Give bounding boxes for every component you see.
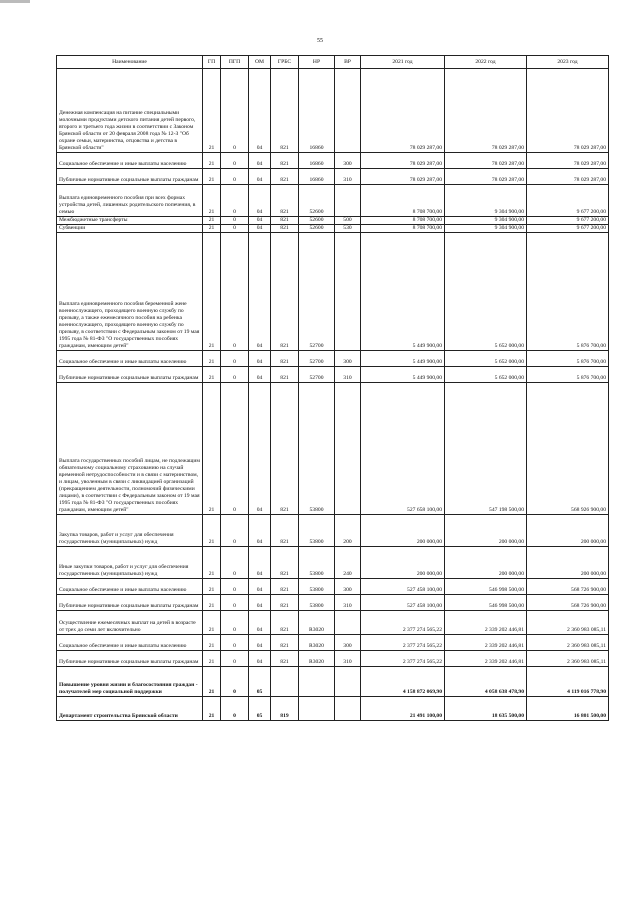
scan-edge-mark	[0, 0, 30, 3]
cell-om: 04	[249, 367, 271, 383]
cell-y2023: 568 726 900,00	[527, 595, 609, 611]
cell-y2023: 568 926 900,00	[527, 383, 609, 515]
cell-pgp: 0	[221, 611, 249, 635]
cell-nr: 52700	[299, 351, 335, 367]
table-body	[57, 69, 609, 721]
cell-name: Выплата единовременного пособия при всех формах устройства детей, лишенных родительского попечения, в семью	[57, 185, 203, 217]
header-name: Наименование	[57, 56, 203, 69]
cell-pgp: 0	[221, 547, 249, 579]
cell-y2022: 9 304 900,00	[445, 185, 527, 217]
cell-om: 04	[249, 169, 271, 185]
cell-nr: 53800	[299, 383, 335, 515]
cell-vr: 310	[335, 595, 361, 611]
cell-gp: 21	[203, 667, 221, 697]
cell-y2021: 2 377 274 565,22	[361, 611, 445, 635]
cell-pgp: 0	[221, 69, 249, 153]
cell-gp: 21	[203, 153, 221, 169]
cell-om: 04	[249, 515, 271, 547]
cell-pgp: 0	[221, 169, 249, 185]
cell-om: 05	[249, 667, 271, 697]
cell-y2022: 4 058 638 478,90	[445, 667, 527, 697]
cell-y2022: 5 652 000,00	[445, 367, 527, 383]
table-row	[57, 351, 609, 367]
cell-y2021: 78 029 287,00	[361, 169, 445, 185]
cell-y2023: 5 876 700,00	[527, 367, 609, 383]
cell-nr: 52600	[299, 217, 335, 225]
cell-vr: 310	[335, 169, 361, 185]
table-row	[57, 595, 609, 611]
cell-grbs: 821	[271, 611, 299, 635]
cell-pgp: 0	[221, 635, 249, 651]
cell-grbs: 821	[271, 579, 299, 595]
cell-nr: 53800	[299, 515, 335, 547]
cell-pgp: 0	[221, 515, 249, 547]
cell-name: Социальное обеспечение и иные выплаты населению	[57, 351, 203, 367]
cell-grbs: 821	[271, 217, 299, 225]
header-vr: ВР	[335, 56, 361, 69]
cell-om: 04	[249, 185, 271, 217]
cell-y2022: 9 304 900,00	[445, 217, 527, 225]
cell-grbs: 821	[271, 225, 299, 233]
cell-nr: 52700	[299, 233, 335, 351]
cell-y2023: 5 876 700,00	[527, 351, 609, 367]
cell-name: Социальное обеспечение и иные выплаты населению	[57, 635, 203, 651]
cell-grbs: 821	[271, 153, 299, 169]
cell-pgp: 0	[221, 595, 249, 611]
cell-y2023: 200 000,00	[527, 515, 609, 547]
cell-om: 05	[249, 697, 271, 721]
cell-y2022: 2 339 202 446,81	[445, 635, 527, 651]
cell-y2022: 78 029 287,00	[445, 169, 527, 185]
cell-gp: 21	[203, 579, 221, 595]
cell-y2022: 200 000,00	[445, 547, 527, 579]
cell-name: Социальное обеспечение и иные выплаты населению	[57, 153, 203, 169]
cell-grbs	[271, 667, 299, 697]
cell-om: 04	[249, 651, 271, 667]
header-2021: 2021 год	[361, 56, 445, 69]
cell-y2022: 9 304 900,00	[445, 225, 527, 233]
cell-name: Повышение уровня жизни и благосостояния граждан - получателей мер социальной поддержки	[57, 667, 203, 697]
cell-y2021: 4 158 872 069,90	[361, 667, 445, 697]
cell-y2021: 5 449 900,00	[361, 367, 445, 383]
cell-vr	[335, 383, 361, 515]
cell-nr: 53800	[299, 579, 335, 595]
cell-gp: 21	[203, 595, 221, 611]
cell-nr	[299, 697, 335, 721]
cell-y2021: 527 458 100,00	[361, 579, 445, 595]
cell-grbs: 821	[271, 547, 299, 579]
cell-y2021: 527 658 100,00	[361, 383, 445, 515]
table-row	[57, 697, 609, 721]
cell-pgp: 0	[221, 651, 249, 667]
cell-pgp: 0	[221, 383, 249, 515]
table-row	[57, 579, 609, 595]
cell-gp: 21	[203, 611, 221, 635]
cell-gp: 21	[203, 217, 221, 225]
cell-y2022: 546 998 500,00	[445, 579, 527, 595]
cell-gp: 21	[203, 169, 221, 185]
cell-nr: R3020	[299, 651, 335, 667]
cell-grbs: 821	[271, 635, 299, 651]
cell-nr: 53800	[299, 595, 335, 611]
cell-y2021: 527 458 100,00	[361, 595, 445, 611]
cell-name: Публичные нормативные социальные выплаты гражданам	[57, 169, 203, 185]
cell-nr	[299, 667, 335, 697]
cell-pgp: 0	[221, 667, 249, 697]
cell-grbs: 821	[271, 515, 299, 547]
table-row	[57, 233, 609, 351]
cell-y2021: 8 708 700,00	[361, 225, 445, 233]
cell-y2022: 78 029 287,00	[445, 153, 527, 169]
table-row	[57, 635, 609, 651]
cell-y2022: 546 998 500,00	[445, 595, 527, 611]
cell-y2023: 2 360 983 085,11	[527, 611, 609, 635]
cell-vr: 200	[335, 515, 361, 547]
cell-name: Иные закупки товаров, работ и услуг для обеспечения государственных (муниципальных) нужд	[57, 547, 203, 579]
cell-y2021: 8 708 700,00	[361, 217, 445, 225]
cell-pgp: 0	[221, 153, 249, 169]
cell-gp: 21	[203, 367, 221, 383]
cell-name: Выплата государственных пособий лицам, не подлежащим обязательному социальному страхованию на случай временной нетрудоспособности и в связи с материнством, и лицам, уволенным в связи с ликвидацией организаций (прекращением деятельности, полномочий физическими лицами), в соответствии с Федеральным законом от 19 мая 1995 года № 81-ФЗ "О государственных пособиях гражданам, имеющим детей"	[57, 383, 203, 515]
cell-gp: 21	[203, 351, 221, 367]
cell-gp: 21	[203, 233, 221, 351]
cell-nr: 16860	[299, 169, 335, 185]
cell-name: Публичные нормативные социальные выплаты гражданам	[57, 595, 203, 611]
cell-grbs: 821	[271, 233, 299, 351]
cell-y2022: 18 635 500,00	[445, 697, 527, 721]
cell-name: Выплата единовременного пособия беременной жене военнослужащего, проходящего военную службу по призыву, а также ежемесячного пособия на ребенка военнослужащего, проходящего военную службу по призыву, в соответствии с Федеральным законом от 19 мая 1995 года № 81-ФЗ "О государственных пособиях гражданам, имеющим детей"	[57, 233, 203, 351]
cell-name: Закупка товаров, работ и услуг для обеспечения государственных (муниципальных) нужд	[57, 515, 203, 547]
header-nr: НР	[299, 56, 335, 69]
cell-vr: 300	[335, 351, 361, 367]
cell-pgp: 0	[221, 697, 249, 721]
table-row	[57, 217, 609, 225]
cell-pgp: 0	[221, 217, 249, 225]
cell-name: Департамент строительства Брянской области	[57, 697, 203, 721]
cell-pgp: 0	[221, 351, 249, 367]
cell-y2021: 78 029 287,00	[361, 153, 445, 169]
table-row	[57, 515, 609, 547]
cell-y2022: 5 652 000,00	[445, 233, 527, 351]
table-row	[57, 383, 609, 515]
cell-gp: 21	[203, 383, 221, 515]
cell-name: Межбюджетные трансферты	[57, 217, 203, 225]
table-row	[57, 651, 609, 667]
cell-om: 04	[249, 153, 271, 169]
cell-pgp: 0	[221, 185, 249, 217]
cell-vr: 240	[335, 547, 361, 579]
header-gp: ГП	[203, 56, 221, 69]
cell-grbs: 821	[271, 169, 299, 185]
cell-y2022: 2 339 202 446,81	[445, 651, 527, 667]
cell-y2023: 9 677 200,00	[527, 225, 609, 233]
cell-vr	[335, 667, 361, 697]
cell-grbs: 821	[271, 367, 299, 383]
cell-gp: 21	[203, 651, 221, 667]
cell-name: Денежная компенсация на питание специальными молочными продуктами детского питания детей первого, второго и третьего года жизни в соответствии с Законом Брянской области от 20 февраля 2008 года № 12-З "Об охране семьи, материнства, отцовства и детства в Брянской области"	[57, 69, 203, 153]
cell-y2021: 200 000,00	[361, 547, 445, 579]
cell-om: 04	[249, 595, 271, 611]
cell-om: 04	[249, 225, 271, 233]
header-2022: 2022 год	[445, 56, 527, 69]
cell-pgp: 0	[221, 367, 249, 383]
table-row	[57, 225, 609, 233]
cell-y2023: 9 677 200,00	[527, 185, 609, 217]
cell-vr: 500	[335, 217, 361, 225]
cell-y2023: 78 029 287,00	[527, 153, 609, 169]
cell-grbs: 821	[271, 69, 299, 153]
table-row	[57, 69, 609, 153]
cell-vr: 530	[335, 225, 361, 233]
header-om: ОМ	[249, 56, 271, 69]
cell-vr: 300	[335, 579, 361, 595]
cell-gp: 21	[203, 547, 221, 579]
cell-om: 04	[249, 69, 271, 153]
cell-y2021: 78 029 287,00	[361, 69, 445, 153]
cell-om: 04	[249, 233, 271, 351]
cell-nr: 53800	[299, 547, 335, 579]
cell-nr: 52600	[299, 185, 335, 217]
table-row	[57, 185, 609, 217]
cell-nr: 52600	[299, 225, 335, 233]
cell-vr	[335, 233, 361, 351]
cell-nr: R3020	[299, 611, 335, 635]
cell-y2023: 16 801 500,00	[527, 697, 609, 721]
cell-y2021: 21 491 100,00	[361, 697, 445, 721]
cell-om: 04	[249, 635, 271, 651]
cell-y2021: 2 377 274 565,22	[361, 635, 445, 651]
cell-nr: 52700	[299, 367, 335, 383]
cell-y2023: 9 677 200,00	[527, 217, 609, 225]
cell-y2023: 200 000,00	[527, 547, 609, 579]
cell-grbs: 821	[271, 651, 299, 667]
cell-name: Субвенции	[57, 225, 203, 233]
cell-y2023: 78 029 287,00	[527, 69, 609, 153]
header-pgp: ПГП	[221, 56, 249, 69]
cell-gp: 21	[203, 515, 221, 547]
header-grbs: ГРБС	[271, 56, 299, 69]
cell-grbs: 821	[271, 383, 299, 515]
cell-y2021: 5 449 900,00	[361, 233, 445, 351]
cell-y2021: 5 449 900,00	[361, 351, 445, 367]
cell-gp: 21	[203, 185, 221, 217]
cell-y2022: 547 198 500,00	[445, 383, 527, 515]
cell-y2021: 200 000,00	[361, 515, 445, 547]
cell-vr: 310	[335, 651, 361, 667]
cell-name: Осуществление ежемесячных выплат на детей в возрасте от трех до семи лет включительно	[57, 611, 203, 635]
cell-y2023: 2 360 983 085,11	[527, 651, 609, 667]
cell-gp: 21	[203, 697, 221, 721]
cell-y2023: 4 119 016 778,90	[527, 667, 609, 697]
cell-om: 04	[249, 611, 271, 635]
table-row	[57, 169, 609, 185]
cell-nr: 16860	[299, 69, 335, 153]
cell-vr: 300	[335, 153, 361, 169]
cell-y2021: 8 708 700,00	[361, 185, 445, 217]
table-row	[57, 367, 609, 383]
cell-om: 04	[249, 579, 271, 595]
cell-y2021: 2 377 274 565,22	[361, 651, 445, 667]
table-header-row	[57, 56, 609, 69]
cell-gp: 21	[203, 635, 221, 651]
cell-name: Публичные нормативные социальные выплаты гражданам	[57, 367, 203, 383]
cell-y2022: 5 652 000,00	[445, 351, 527, 367]
budget-table	[56, 55, 609, 721]
cell-vr	[335, 697, 361, 721]
cell-grbs: 821	[271, 185, 299, 217]
cell-grbs: 821	[271, 351, 299, 367]
cell-gp: 21	[203, 69, 221, 153]
cell-pgp: 0	[221, 225, 249, 233]
cell-om: 04	[249, 547, 271, 579]
cell-om: 04	[249, 351, 271, 367]
table-row	[57, 667, 609, 697]
table-row	[57, 611, 609, 635]
cell-vr	[335, 185, 361, 217]
cell-om: 04	[249, 217, 271, 225]
cell-nr: R3020	[299, 635, 335, 651]
cell-y2022: 200 000,00	[445, 515, 527, 547]
cell-y2023: 5 876 700,00	[527, 233, 609, 351]
cell-vr: 300	[335, 635, 361, 651]
cell-y2022: 2 339 202 446,81	[445, 611, 527, 635]
cell-pgp: 0	[221, 579, 249, 595]
cell-name: Публичные нормативные социальные выплаты гражданам	[57, 651, 203, 667]
cell-gp: 21	[203, 225, 221, 233]
cell-name: Социальное обеспечение и иные выплаты населению	[57, 579, 203, 595]
cell-nr: 16860	[299, 153, 335, 169]
cell-vr	[335, 69, 361, 153]
cell-y2023: 2 360 983 085,11	[527, 635, 609, 651]
cell-grbs: 819	[271, 697, 299, 721]
table-row	[57, 547, 609, 579]
cell-vr	[335, 611, 361, 635]
cell-vr: 310	[335, 367, 361, 383]
cell-om: 04	[249, 383, 271, 515]
cell-y2023: 78 029 287,00	[527, 169, 609, 185]
cell-grbs: 821	[271, 595, 299, 611]
page-number: 55	[317, 38, 323, 44]
cell-y2023: 568 726 900,00	[527, 579, 609, 595]
cell-y2022: 78 029 287,00	[445, 69, 527, 153]
table-row	[57, 153, 609, 169]
cell-pgp: 0	[221, 233, 249, 351]
header-2023: 2023 год	[527, 56, 609, 69]
